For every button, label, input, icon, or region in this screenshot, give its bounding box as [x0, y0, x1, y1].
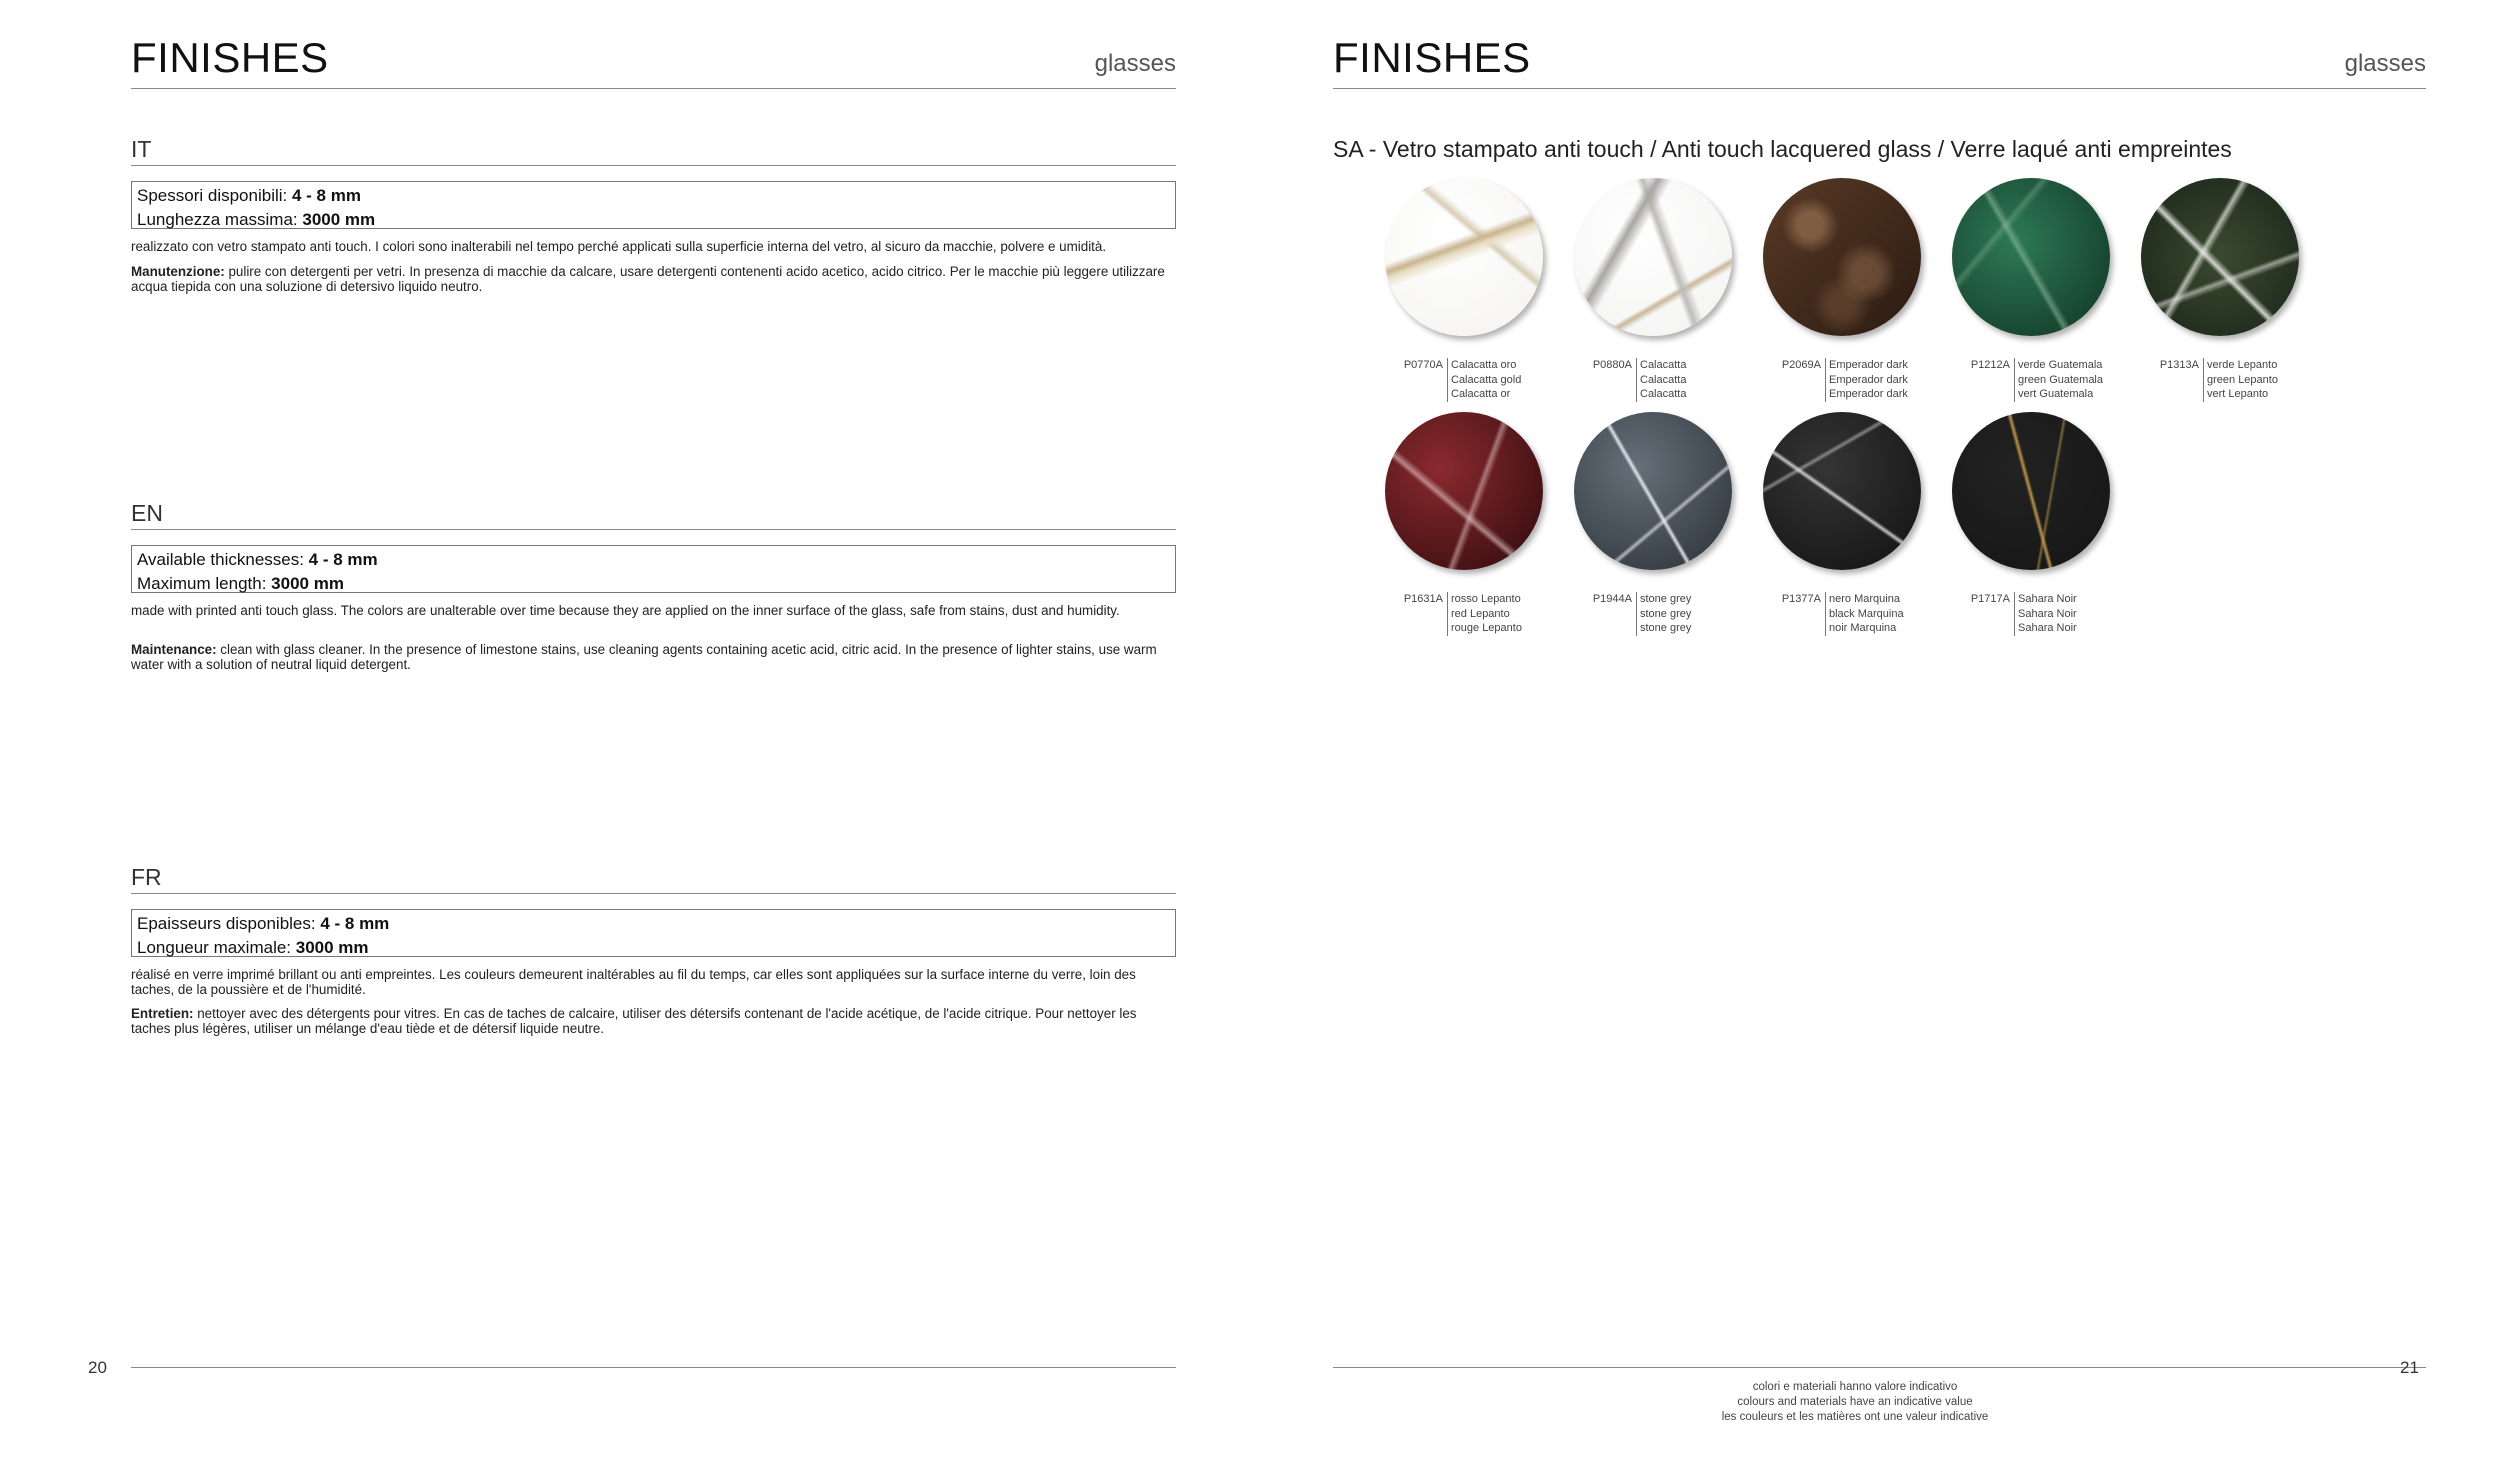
description-text: made with printed anti touch glass. The colors are unalterable over time because they are applied on the inner surface of the glass, safe from stains, dust and humidity. — [131, 603, 1120, 618]
page-title: FINISHES — [131, 34, 329, 81]
swatch-name: stone grey — [1640, 593, 1692, 605]
swatch-dark-green-marble-image — [2141, 178, 2299, 336]
swatch-name: rosso Lepanto — [1451, 593, 1521, 605]
swatch-name: verde Lepanto — [2207, 359, 2278, 371]
header-divider — [1333, 88, 2426, 89]
maintenance-text — [131, 265, 1176, 294]
swatch-name: red Lepanto — [1451, 607, 1510, 620]
swatch-name: stone grey — [1640, 622, 1692, 634]
swatch-name: nero Marquina — [1829, 593, 1900, 605]
swatch-label — [1574, 358, 1736, 402]
swatch-names — [1636, 358, 1686, 402]
swatch-label — [1385, 358, 1547, 402]
swatch-label — [1385, 592, 1547, 636]
maintenance-label: Maintenance: — [131, 642, 217, 657]
swatch-name: Sahara Noir — [2018, 593, 2077, 605]
section-divider — [131, 529, 1176, 530]
swatch-code: P1944A — [1592, 593, 1632, 605]
swatch-names — [1825, 592, 1904, 636]
footer-divider — [131, 1367, 1176, 1368]
swatch-code: P0880A — [1592, 359, 1632, 371]
length-line — [137, 572, 1170, 596]
swatch-name: Sahara Noir — [2018, 622, 2077, 634]
swatch-names — [1447, 358, 1521, 402]
maintenance-body: pulire con detergenti per vetri. In presenza di macchie da calcare, usare detergenti contenenti acido acetico, acido citrico. Per le macchie più leggere utilizzare acqua tiepida con una soluzione di detersivo liquido neutro. — [131, 264, 1165, 294]
swatch-green-marble-image — [1952, 178, 2110, 336]
spec-box — [131, 545, 1176, 593]
swatch-name: Calacatta — [1640, 373, 1687, 386]
swatch-names — [2014, 592, 2077, 636]
thickness-line — [137, 548, 1170, 572]
section-language-label: EN — [131, 500, 163, 526]
section-divider — [131, 893, 1176, 894]
length-label: Longueur maximale: — [137, 938, 296, 957]
thickness-label: Spessori disponibili: — [137, 186, 292, 205]
swatch-item[interactable] — [1952, 412, 2114, 636]
right-page — [1250, 0, 2500, 1458]
page-subtitle: glasses — [1094, 50, 1176, 77]
swatch-label — [1763, 592, 1925, 636]
maintenance-label: Manutenzione: — [131, 264, 225, 279]
swatch-name: Emperador dark — [1829, 359, 1908, 371]
swatch-item[interactable] — [1574, 178, 1736, 402]
length-value: 3000 mm — [302, 210, 376, 229]
swatch-name: Sahara Noir — [2018, 607, 2077, 620]
swatch-grey-stone-image — [1574, 412, 1732, 570]
swatch-name: Emperador dark — [1829, 388, 1908, 400]
page-subtitle: glasses — [2344, 50, 2426, 77]
swatch-label — [1574, 592, 1736, 636]
maintenance-body: nettoyer avec des détergents pour vitres. En cas de taches de calcaire, utiliser des détersifs contenant de l'acide acétique, de l'acide citrique. Pour nettoyer les taches plus légères, utiliser un mélange d'eau tiède et de détersif liquide neutre. — [131, 1006, 1137, 1036]
page-number: 21 — [2400, 1358, 2419, 1377]
swatch-label — [2141, 358, 2303, 402]
swatch-item[interactable] — [2141, 178, 2303, 402]
thickness-value: 4 - 8 mm — [291, 186, 361, 205]
length-value: 3000 mm — [271, 574, 344, 593]
swatch-item[interactable] — [1385, 178, 1547, 402]
swatch-name: green Lepanto — [2207, 373, 2278, 386]
disclaimer-line: colori e materiali hanno valore indicativo — [1752, 1381, 1958, 1393]
swatch-code: P0770A — [1403, 359, 1443, 371]
swatch-names — [2203, 358, 2278, 402]
header-divider — [131, 88, 1176, 89]
length-label: Maximum length: — [137, 574, 272, 593]
description-text: réalisé en verre imprimé brillant ou anti empreintes. Les couleurs demeurent inaltérables au fil du temps, car elles sont appliquées sur la surface interne du verre, loin des taches, de la poussière et de l'humidité. — [131, 967, 1136, 997]
disclaimer-line: colours and materials have an indicative value — [1737, 1396, 1973, 1408]
swatch-item[interactable] — [1574, 412, 1736, 636]
swatch-item[interactable] — [1385, 412, 1547, 636]
swatch-label — [1952, 592, 2114, 636]
swatch-name: verde Guatemala — [2018, 359, 2103, 371]
swatch-names — [1636, 592, 1691, 636]
page-title: FINISHES — [1333, 34, 1531, 81]
maintenance-body: clean with glass cleaner. In the presence of limestone stains, use cleaning agents containing acetic acid, citric acid. In the presence of lighter stains, use warm water with a solution of neutral liquid detergent. — [131, 642, 1157, 672]
swatch-name: vert Guatemala — [2018, 388, 2094, 400]
swatch-name: Calacatta gold — [1451, 373, 1522, 386]
swatch-code: P1631A — [1403, 593, 1443, 605]
swatch-name: Emperador dark — [1829, 373, 1908, 386]
swatch-code: P1313A — [2159, 359, 2199, 371]
section-language-label: FR — [131, 864, 162, 890]
swatch-label — [1952, 358, 2114, 402]
thickness-label: Available thicknesses: — [137, 550, 309, 569]
swatch-brown-marble-image — [1763, 178, 1921, 336]
swatch-code: P1212A — [1970, 359, 2010, 371]
swatch-white-gold-marble-image — [1385, 178, 1543, 336]
length-line — [137, 208, 1170, 232]
swatch-black-gold-marble-image — [1952, 412, 2110, 570]
swatch-name: stone grey — [1640, 607, 1692, 620]
swatch-code: P2069A — [1781, 359, 1821, 371]
length-line — [137, 936, 1170, 960]
maintenance-text — [131, 643, 1176, 672]
swatch-name: noir Marquina — [1829, 622, 1897, 634]
swatch-name: green Guatemala — [2018, 373, 2103, 386]
swatch-item[interactable] — [1952, 178, 2114, 402]
thickness-line — [137, 912, 1170, 936]
swatch-name: rouge Lepanto — [1451, 622, 1522, 634]
finish-section-title: SA - Vetro stampato anti touch / Anti touch lacquered glass / Verre laqué anti empreintes — [1333, 136, 2232, 162]
maintenance-text — [131, 1007, 1176, 1036]
swatch-red-marble-image — [1385, 412, 1543, 570]
swatch-name: Calacatta — [1640, 388, 1687, 400]
description-text: realizzato con vetro stampato anti touch. I colori sono inalterabili nel tempo perché applicati sulla superficie interna del vetro, al sicuro da macchie, polvere e umidità. — [131, 239, 1107, 254]
swatch-item[interactable] — [1763, 178, 1925, 402]
swatch-black-marble-image — [1763, 412, 1921, 570]
swatch-name: Calacatta oro — [1451, 359, 1517, 371]
length-label: Lunghezza massima: — [137, 210, 303, 229]
thickness-value: 4 - 8 mm — [320, 914, 390, 933]
footer-divider — [1333, 1367, 2426, 1368]
swatch-code: P1717A — [1970, 593, 2010, 605]
swatch-names — [1825, 358, 1908, 402]
swatch-white-grey-marble-image — [1574, 178, 1732, 336]
disclaimer-line: les couleurs et les matières ont une valeur indicative — [1721, 1411, 1989, 1423]
thickness-value: 4 - 8 mm — [308, 550, 378, 569]
maintenance-label: Entretien: — [131, 1006, 194, 1021]
swatch-name: vert Lepanto — [2207, 388, 2269, 400]
swatch-name: black Marquina — [1829, 607, 1904, 620]
page-number: 20 — [88, 1358, 107, 1377]
swatch-names — [2014, 358, 2103, 402]
thickness-label: Epaisseurs disponibles: — [137, 914, 321, 933]
section-language-label: IT — [131, 136, 152, 162]
swatch-code: P1377A — [1781, 593, 1821, 605]
spec-box — [131, 909, 1176, 957]
swatch-item[interactable] — [1763, 412, 1925, 636]
section-divider — [131, 165, 1176, 166]
swatch-label — [1763, 358, 1925, 402]
disclaimer — [1555, 1380, 2155, 1425]
swatch-name: Calacatta or — [1451, 388, 1511, 400]
spec-box — [131, 181, 1176, 229]
swatch-name: Calacatta — [1640, 359, 1687, 371]
swatch-names — [1447, 592, 1522, 636]
length-value: 3000 mm — [295, 938, 369, 957]
thickness-line — [137, 184, 1170, 208]
